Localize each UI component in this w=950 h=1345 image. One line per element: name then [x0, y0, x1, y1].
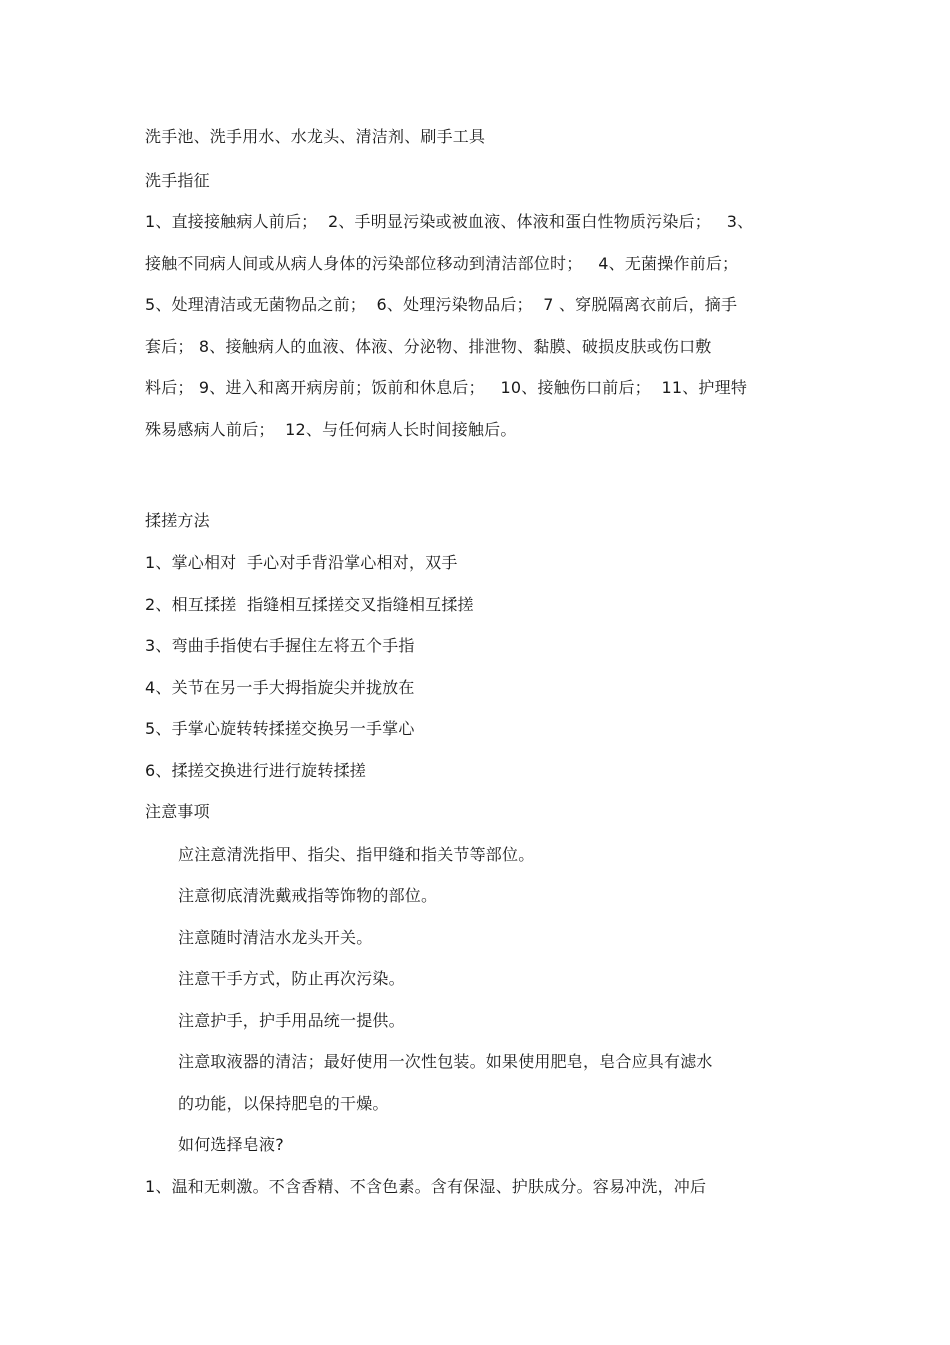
- indications-line-4: 套后； 8、接触病人的血液、体液、分泌物、排泄物、黏膜、破损皮肤或伤口敷: [145, 337, 712, 356]
- note-item-2: 注意彻底清洗戴戒指等饰物的部位。: [178, 886, 438, 905]
- section-heading-notes: 注意事项: [145, 802, 210, 821]
- method-step-1: 1、掌心相对 手心对手背沿掌心相对，双手: [145, 553, 458, 572]
- note-item-6-continued: 的功能，以保持肥皂的干燥。: [178, 1094, 389, 1113]
- soap-criteria-1: 1、温和无刺激。不含香精、不含色素。含有保湿、护肤成分。容易冲洗，冲后: [145, 1177, 707, 1196]
- soap-selection-question: 如何选择皂液?: [178, 1135, 284, 1154]
- method-step-4: 4、关节在另一手大拇指旋尖并拢放在: [145, 678, 415, 697]
- note-item-5: 注意护手，护手用品统一提供。: [178, 1011, 405, 1030]
- method-step-3: 3、弯曲手指使右手握住左将五个手指: [145, 636, 415, 655]
- method-step-6: 6、揉搓交换进行进行旋转揉搓: [145, 761, 366, 780]
- section-heading-method: 揉搓方法: [145, 511, 210, 530]
- indications-line-1: 1、直接接触病人前后； 2、手明显污染或被血液、体液和蛋白性物质污染后； 3、: [145, 212, 754, 231]
- note-item-6: 注意取液器的清洁；最好使用一次性包装。如果使用肥皂，皂合应具有滤水: [178, 1052, 713, 1071]
- method-step-2: 2、相互揉搓 指缝相互揉搓交叉指缝相互揉搓: [145, 595, 474, 614]
- note-item-4: 注意干手方式，防止再次污染。: [178, 969, 405, 988]
- section-heading-indications: 洗手指征: [145, 171, 210, 190]
- note-item-3: 注意随时清洁水龙头开关。: [178, 928, 373, 947]
- indications-line-5: 料后； 9、进入和离开病房前；饭前和休息后； 10、接触伤口前后； 11、护理特: [145, 378, 748, 397]
- supplies-line: 洗手池、洗手用水、水龙头、清洁剂、刷手工具: [145, 127, 486, 146]
- indications-line-6: 殊易感病人前后； 12、与任何病人长时间接触后。: [145, 420, 517, 439]
- indications-line-3: 5、处理清洁或无菌物品之前； 6、处理污染物品后； 7 、穿脱隔离衣前后，摘手: [145, 295, 738, 314]
- method-step-5: 5、手掌心旋转转揉搓交换另一手掌心: [145, 719, 415, 738]
- indications-line-2: 接触不同病人间或从病人身体的污染部位移动到清洁部位时； 4、无菌操作前后；: [145, 254, 739, 273]
- note-item-1: 应注意清洗指甲、指尖、指甲缝和指关节等部位。: [178, 845, 535, 864]
